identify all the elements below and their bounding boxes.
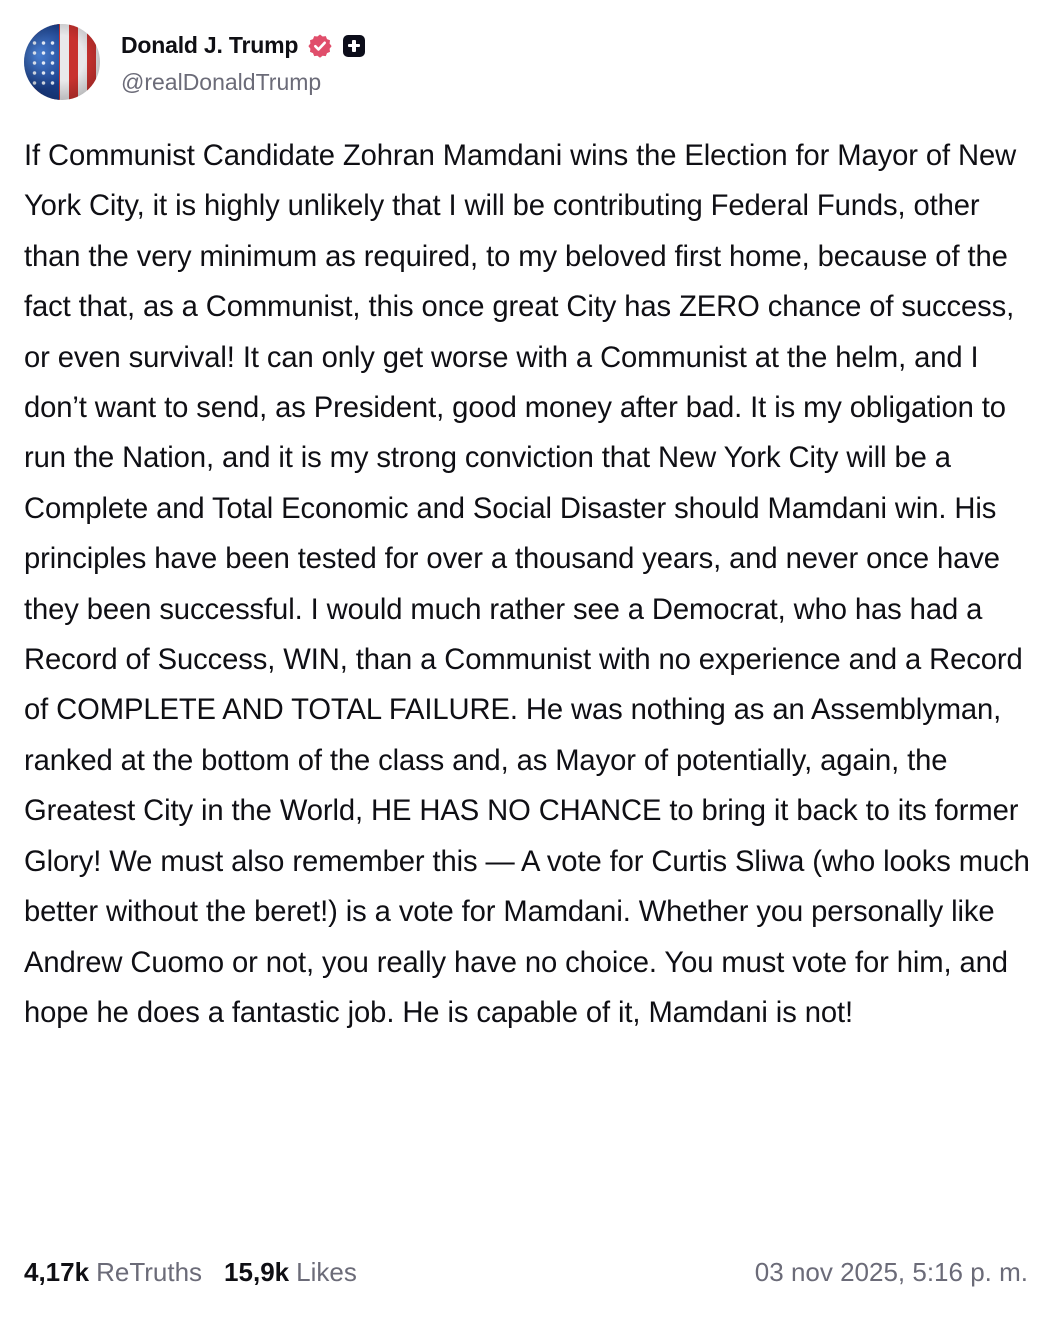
post-header (24, 24, 365, 100)
verified-badge-icon (307, 33, 333, 59)
retruths-stat[interactable] (24, 1257, 202, 1288)
author-info (121, 29, 365, 96)
author-handle[interactable]: @realDonaldTrump (121, 68, 322, 95)
likes-count: 15,9k (224, 1257, 290, 1287)
avatar[interactable] (24, 24, 100, 100)
author-name-row (121, 29, 365, 63)
plus-badge-icon (343, 35, 365, 57)
post-footer (24, 1257, 1028, 1288)
post-text: If Communist Candidate Zohran Mamdani wins the Election for Mayor of New York City, it is highly unlikely that I will be contributing Federal Funds, other than the very minimum as required, to my beloved first home, because of the fact that, as a Communist, this once great City has ZERO chance of success, or even survival! It can only get worse with a Communist at the helm, and I don’t want to send, as President, good money after bad. It is my obligation to run the Nation, and it is my strong conviction that New York City will be a Complete and Total Economic and Social Disaster should Mamdani win. His principles have been tested for over a thousand years, and never once have they been successful. I would much rather see a Democrat, who has had a Record of Success, WIN, than a Communist with no experience and a Record of COMPLETE AND TOTAL FAILURE. He was nothing as an Assemblyman, ranked at the bottom of the class and, as Mayor of potentially, again, the Greatest City in the World, HE HAS NO CHANCE to bring it back to its former Glory! We must also remember this — A vote for Curtis Sliwa (who looks much better without the beret!) is a vote for Mamdani. Whether you personally like Andrew Cuomo or not, you really have no choice. You must vote for him, and hope he does a fantastic job. He is capable of it, Mamdani is not! (24, 140, 1030, 1029)
post-timestamp[interactable]: 03 nov 2025, 5:16 p. m. (754, 1257, 1028, 1287)
retruths-count: 4,17k (24, 1257, 90, 1287)
avatar-shade (24, 24, 100, 100)
likes-label: Likes (296, 1257, 357, 1287)
likes-stat[interactable] (224, 1257, 357, 1288)
retruths-label: ReTruths (96, 1257, 203, 1287)
author-display-name[interactable]: Donald J. Trump (121, 32, 299, 58)
